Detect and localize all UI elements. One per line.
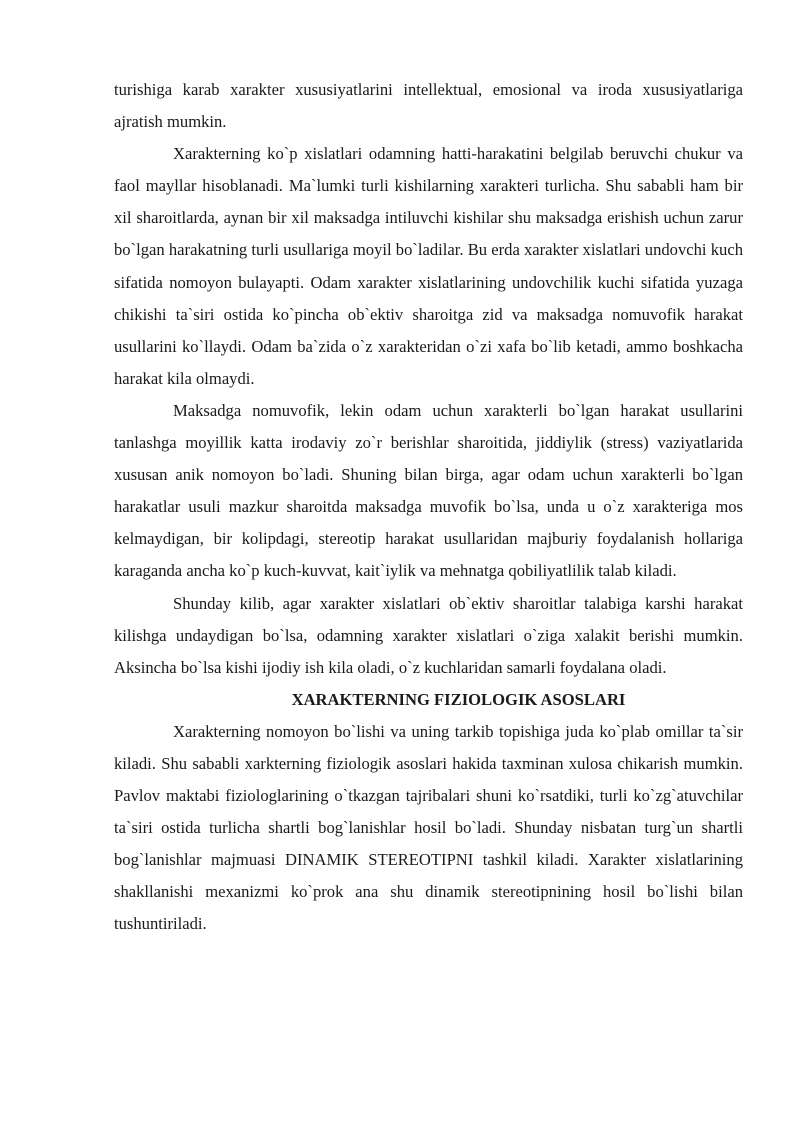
paragraph-stress-situations: Maksadga nomuvofik, lekin odam uchun xarakterli bo`lgan harakat usullarini tanlashga moyillik katta irodaviy zo`r berishlar sharoitida, jiddiylik (stress) vaziyatlarida xususan anik nomoyon bo`ladi. Shuning bilan birga, agar odam uchun xarakterli bo`lgan harakatlar usuli mazkur sharoitda maksadga muvofik bo`lsa, unda u o`z xarakteriga mos kelmaydigan, bir kolipdagi, stereotip harakat usullaridan majburiy foydalanish hollariga karaganda ancha ko`p kuch-kuvvat, kait`iylik va mehnatga qobiliyatlilik talab kiladi.: [114, 400, 743, 581]
paragraph-conclusion: Shunday kilib, agar xarakter xislatlari ob`ektiv sharoitlar talabiga karshi harakat kilishga undaydigan bo`lsa, odamning xarakter xislatlari o`ziga xalakit berishi mumkin. Aksincha bo`lsa kishi ijodiy ish kila oladi, o`z kuchlaridan samarli foydalana oladi.: [114, 593, 743, 677]
paragraph-physiological-basis: Xarakterning nomoyon bo`lishi va uning tarkib topishiga juda ko`plab omillar ta`sir kiladi. Shu sababli xarkterning fiziologik asoslari hakida taxminan xulosa chikarish mumkin. Pavlov maktabi fiziologlarining o`tkazgan tajribalari shuni ko`rsatdiki, turli ko`zg`atuvchilar ta`siri ostida turlicha shartli bog`lanishlar hosil bo`ladi. Shunday nisbatan turg`un shartli bog`lanishlar majmuasi DINAMIK STEREOTIPNI tashkil kiladi. Xarakter xislatlarining shakllanishi mexanizmi ko`prok ana shu dinamik stereotipnining hosil bo`lishi bilan tushuntiriladi.: [114, 721, 743, 934]
paragraph-continuation: turishiga karab xarakter xususiyatlarini intellektual, emosional va iroda xususiyatlariga ajratish mumkin.: [114, 80, 743, 132]
document-page: [114, 74, 743, 941]
section-heading: XARAKTERNING FIZIOLOGIK ASOSLARI: [291, 689, 626, 709]
paragraph-character-traits: Xarakterning ko`p xislatlari odamning hatti-harakatini belgilab beruvchi chukur va faol mayllar hisoblanadi. Ma`lumki turli kishilarning xarakteri turlicha. Shu sababli ham bir xil sharoitlarda, aynan bir xil maksadga intiluvchi kishilar shu maksadga erishish uchun zarur bo`lgan harakatning turli usullariga moyil bo`ladilar. Bu erda xarakter xislatlari undovchi kuch sifatida nomoyon bulayapti. Odam xarakter xislatlarining undovchilik kuchi sifatida yuzaga chikishi ta`siri ostida ko`pincha ob`ektiv sharoitga zid va maksadga nomuvofik harakat usullarini ko`llaydi. Odam ba`zida o`z xarakteridan o`zi xafa bo`lib ketadi, ammo boshkacha harakat kila olmaydi.: [114, 144, 743, 388]
